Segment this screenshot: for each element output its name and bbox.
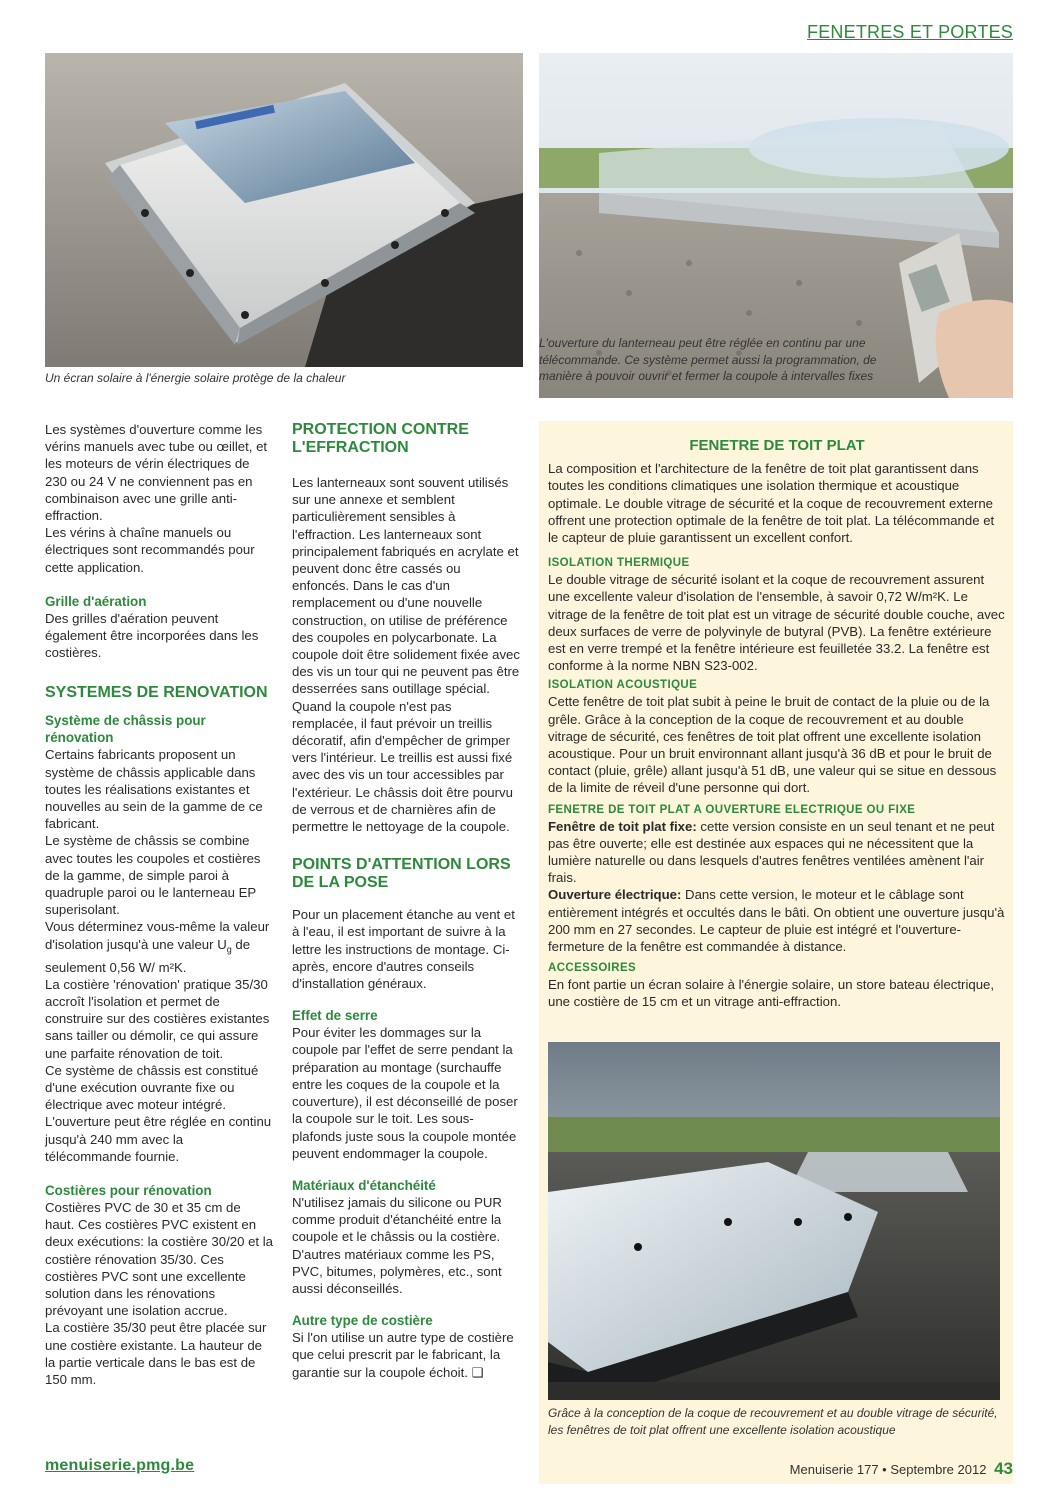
footer-issue-info — [790, 1459, 1013, 1479]
heading-costieres-renovation: Costières pour rénovation — [45, 1182, 212, 1198]
chassis-p1: Certains fabricants proposent un système de châssis applicable dans toutes les réalisations existantes et nouvelles au sein de la gamme de ce fabricant. — [45, 747, 263, 832]
column-1 — [45, 421, 273, 1388]
heading-grille-aeration: Grille d'aération — [45, 593, 147, 609]
autre-text: Si l'on utilise un autre type de costière que celui prescrit par le fabricant, la garantie sur la coupole échoit. ❑ — [292, 1330, 514, 1380]
caption-acoustic-isolation: Grâce à la conception de la coque de recouvrement et au double vitrage de sécurité, les fenêtres de toit plat offrent une excellente isolation acoustique — [548, 1406, 998, 1437]
thermique-text: Le double vitrage de sécurité isolant et la coque de recouvrement assurent une excellente valeur d'isolation de l'ensemble, à savoir 0,72 W/m²K. Le vitrage de la fenêtre de toit plat est un vitrage de sécurité double couche, avec deux surfaces de verre de polyvinyle de butyral (PVB). La fenêtre extérieure est en verre trempé et la fenêtre intérieure est feuilletée 33.2. La fenêtre est conforme à la norme NBN S23-002. — [548, 572, 1005, 674]
heading-isolation-acoustique: ISOLATION ACOUSTIQUE — [548, 679, 698, 692]
page-number: 43 — [994, 1459, 1013, 1478]
heading-effet-serre: Effet de serre — [292, 1008, 378, 1024]
chassis-p4: La costière 'rénovation' pratique 35/30 accroît l'isolation et permet de construire sur des costières existantes sans tailler ou démolir, ce qui assure une parfaite rénovation de toit. — [45, 976, 270, 1061]
protection-text: Les lanterneaux sont souvent utilisés sur une annexe et semblent particulièrement sensibles à l'effraction. Les lanterneaux sont principalement fabriqués en acrylate et peuvent donc être cassés ou enfoncés. Dans le cas d'un remplacement ou d'une nouvelle construction, on utilise de préférence des coupoles en polycarbonate. La coupole doit être solidement fixée avec des vis un tour qui ne peuvent pas être desserrées sans outillage spécial. Quand la coupole n'est pas remplacée, il faut prévoir un treillis décoratif, afin d'empêcher de grimper vers l'intérieur. Le treillis est aussi fixé avec des vis un tour accessibles par l'extérieur. Le châssis doit être pourvu de verrous et de charnières afin de permettre le nettoyage de la coupole. — [292, 475, 520, 835]
materiaux-text: N'utilisez jamais du silicone ou PUR comme produit d'étanchéité entre la coupole et le châssis ou la costière. D'autres matériaux comme les PS, PVC, bitumes, polymères, etc., sont aussi déconseillés. — [292, 1194, 502, 1296]
heading-ouverture-electrique: FENETRE DE TOIT PLAT A OUVERTURE ELECTRIQUE OU FIXE — [548, 803, 916, 816]
caption-solar-screen: Un écran solaire à l'énergie solaire protège de la chaleur — [45, 371, 346, 385]
heading-materiaux-etancheite: Matériaux d'étanchéité — [292, 1177, 436, 1193]
heading-renovation-systems: SYSTEMES DE RENOVATION — [45, 684, 268, 702]
chassis-p2: Le système de châssis se combine avec toutes les coupoles et costières de la gamme, de simple paroi à quadruple paroi ou le lanterneau EP superisolant. — [45, 833, 261, 918]
heading-accessoires: ACCESSOIRES — [548, 962, 637, 975]
end-mark: ❑ — [471, 1364, 484, 1380]
chassis-p5: Ce système de châssis est constitué d'une exécution ouvrante fixe ou électrique avec moteur intégré. — [45, 1062, 259, 1113]
col1-intro: Les systèmes d'ouverture comme les vérins manuels avec tube ou œillet, et les moteurs de vérin électriques de 230 ou 24 V ne conviennent pas en combinaison avec une grille anti-effraction. — [45, 422, 268, 524]
section-label[interactable]: FENETRES ET PORTES — [807, 22, 1013, 42]
costieres-p2: La costière 35/30 peut être placée sur une costière existante. La hauteur de la partie verticale dans le bas est de 150 mm. — [45, 1320, 267, 1387]
acoustique-text: Cette fenêtre de toit plat subit à peine le bruit de contact de la pluie ou de la grêle. Grâce à la conception de la coque de recouvrement et au double vitrage de sécurité, ces fenêtres de toit plat offrent une excellente isolation acoustique. Pour un bruit environnant allant jusqu'à 36 dB et pour le bruit de contact (pluie, grêle) allant jusqu'à 51 dB, une valeur qui se situe en dessous de la limite de réveil d'une personne qui dort. — [548, 694, 997, 796]
chassis-p3: Vous déterminez vous-même la valeur d'isolation jusqu'à une valeur $U_g$ de seulement 0,56 W/ m²K. — [45, 919, 270, 975]
chassis-p6: L'ouverture peut être réglée en continu jusqu'à 240 mm avec la télécommande fournie. — [45, 1114, 272, 1164]
footer-issue: Menuiserie 177 • Septembre 2012 — [789, 1462, 987, 1477]
sidebar-title: FENETRE DE TOIT PLAT — [689, 437, 865, 454]
sidebar-intro: La composition et l'architecture de la fenêtre de toit plat garantissent dans toutes les conditions climatiques une isolation thermique et acoustique optimale. Le double vitrage de sécurité et la coque de recouvrement externe offrent une protection optimale de la fenêtre de toit plat. La télécommande et le capteur de pluie garantissent un excellent confort. — [548, 461, 995, 546]
fixe-text: Fenêtre de toit plat fixe: cette version consiste en un seul tenant et ne peut pas être ouverte; elle est destinée aux espaces qui ne nécessitent que la lumière naturelle ou dans lesquels d'autres fenêtres ventilées amènent l'air frais. — [548, 818, 995, 886]
serre-text: Pour éviter les dommages sur la coupole par l'effet de serre pendant la préparation au montage (surchauffe entre les coques de la coupole et la couverture), il est déconseillé de poser la coupole sur le toit. Les sous-plafonds juste sous la coupole montée peuvent endommager la coupole. — [292, 1025, 518, 1161]
grille-text: Des grilles d'aération peuvent également être incorporées dans les costières. — [45, 610, 259, 661]
photo-flat-roof-domes — [548, 1042, 1000, 1400]
heading-isolation-thermique: ISOLATION THERMIQUE — [548, 557, 690, 570]
accessoires-text: En font partie un écran solaire à l'énergie solaire, un store bateau électrique, une costière de 15 cm et un vitrage anti-effraction. — [548, 977, 995, 1010]
caption-remote-control: L'ouverture du lanterneau peut être réglée en continu par une télécommande. Ce système permet aussi la programmation, de manière à pouvoir ouvrir et fermer la coupole à intervalles fixes — [539, 336, 877, 383]
costieres-p1: Costières PVC de 30 et 35 cm de haut. Ces costières PVC existent en deux exécutions: la costière 30/20 et la costière rénovation 35/30. Ces costières PVC sont une excellente solution dans les rénovations prévoyant une isolation accrue. — [45, 1199, 273, 1319]
ouverture-text: Ouverture électrique: Dans cette version, le moteur et le câblage sont entièrement intégrés et occultés dans le bâti. On obtient une ouverture jusqu'à 200 mm en 27 secondes. Le capteur de pluie est intégré et l'ouverture-fermeture de la fenêtre est commandée à distance. — [548, 887, 1005, 955]
pose-text: Pour un placement étanche au vent et à l'eau, il est important de suivre à la lettre les instructions de montage. Ci-après, encore d'autres conseils d'installation généraux. — [292, 907, 515, 992]
sidebar-content — [548, 437, 1006, 1011]
footer-website-link[interactable]: menuiserie.pmg.be — [45, 1457, 195, 1474]
heading-points-attention: POINTS D'ATTENTION LORS DE LA POSE — [292, 856, 511, 892]
heading-protection-effraction: PROTECTION CONTRE L'EFFRACTION — [292, 421, 469, 456]
photo-solar-screen-skylight — [45, 53, 523, 367]
heading-chassis-renovation: Système de châssis pour rénovation — [45, 713, 206, 746]
col1-intro2: Les vérins à chaîne manuels ou électriques sont recommandés pour cette application. — [45, 525, 255, 575]
column-2 — [292, 421, 520, 1381]
heading-autre-costiere: Autre type de costière — [292, 1313, 433, 1329]
